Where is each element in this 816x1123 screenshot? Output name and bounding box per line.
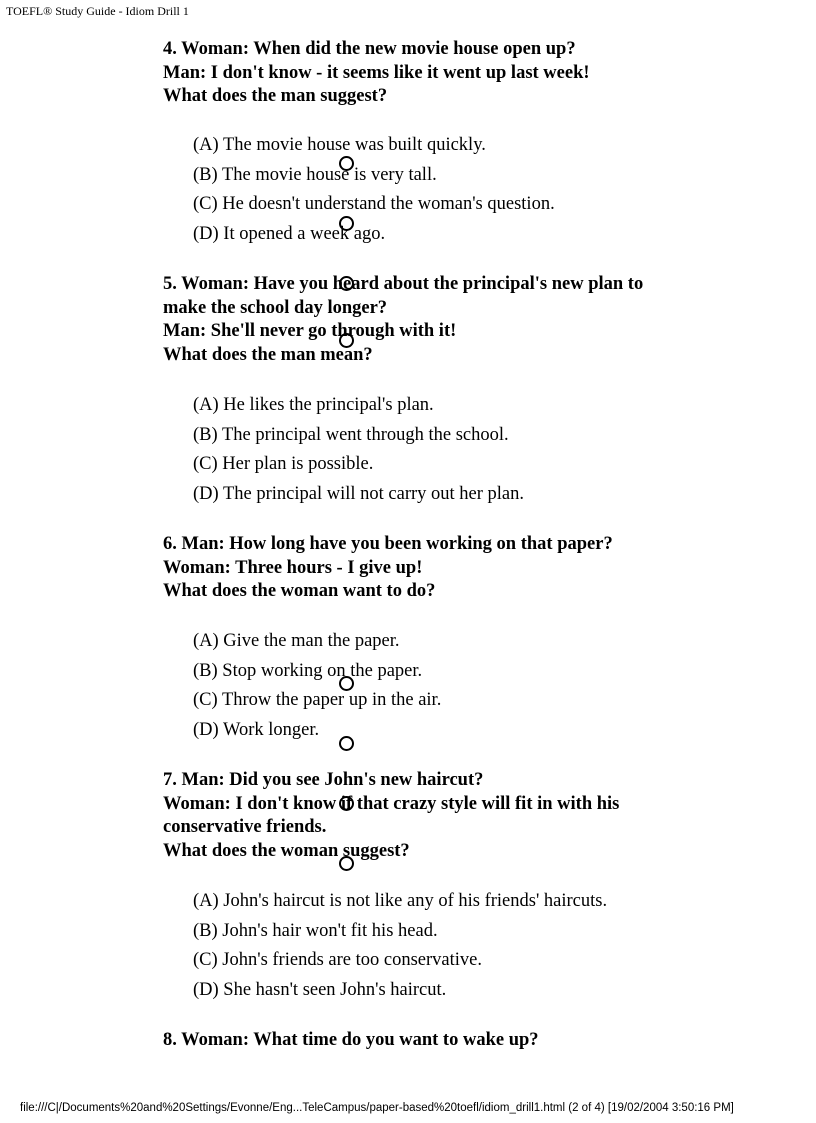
page-footer-path: file:///C|/Documents%20and%20Settings/Evonne/Eng...TeleCampus/paper-based%20toefl/idiom_drill1.html (2 of 4) [19/02/2004 3:50:16 PM]	[20, 1102, 734, 1114]
question-4-option-c: (C) He doesn't understand the woman's question.	[193, 194, 555, 215]
question-5-option-d: (D) The principal will not carry out her plan.	[193, 484, 525, 505]
click-marker-circle-icon	[339, 276, 354, 291]
question-5-option-b: (B) The principal went through the school.	[193, 424, 509, 445]
question-5-line-3: Man: She'll never go through with it!	[163, 321, 457, 341]
question-5	[163, 273, 683, 367]
question-6-option-d: (D) Work longer.	[193, 720, 320, 741]
click-marker-circle-icon	[339, 796, 354, 811]
question-5-line-4: What does the man mean?	[163, 344, 373, 365]
question-6-option-c: (C) Throw the paper up in the air.	[193, 690, 442, 711]
question-5-option-a: (A) He likes the principal's plan.	[193, 395, 434, 415]
question-7-line-1: 7. Man: Did you see John's new haircut?	[163, 770, 484, 790]
click-marker-circle-icon	[339, 736, 354, 751]
question-4-line-2: Man: I don't know - it seems like it went up last week!	[163, 62, 590, 83]
question-6-option-b: (B) Stop working on the paper.	[193, 660, 423, 681]
question-4-option-b: (B) The movie house is very tall.	[193, 164, 437, 185]
question-4	[163, 38, 683, 109]
question-6-option-a: (A) Give the man the paper.	[193, 631, 400, 651]
click-marker-circle-icon	[339, 333, 354, 348]
page-header-title: TOEFL® Study Guide - Idiom Drill 1	[6, 4, 189, 18]
question-6-options	[193, 627, 693, 746]
question-6	[163, 533, 683, 604]
question-5-line-1: 5. Woman: Have you heard about the principal's new plan to	[163, 274, 644, 294]
question-4-options	[193, 131, 693, 250]
question-8-line-1: 8. Woman: What time do you want to wake up?	[163, 1030, 539, 1050]
question-8	[163, 1029, 683, 1053]
question-7	[163, 769, 683, 863]
click-marker-circle-icon	[339, 856, 354, 871]
click-marker-circle-icon	[339, 676, 354, 691]
question-7-line-2: Woman: I don't know if that crazy style will fit in with his	[163, 793, 620, 814]
question-4-line-1: 4. Woman: When did the new movie house open up?	[163, 39, 576, 59]
question-7-options	[193, 887, 693, 1006]
question-7-option-b: (B) John's hair won't fit his head.	[193, 920, 438, 941]
question-6-line-3: What does the woman want to do?	[163, 581, 436, 601]
click-marker-circle-icon	[339, 216, 354, 231]
question-5-line-2: make the school day longer?	[163, 297, 388, 318]
question-5-option-c: (C) Her plan is possible.	[193, 454, 374, 475]
click-marker-circle-icon	[339, 156, 354, 171]
question-5-options	[193, 391, 693, 510]
question-7-line-3: conservative friends.	[163, 817, 327, 837]
question-7-option-c: (C) John's friends are too conservative.	[193, 950, 482, 971]
question-7-option-d: (D) She hasn't seen John's haircut.	[193, 980, 447, 1001]
question-4-option-a: (A) The movie house was built quickly.	[193, 135, 486, 155]
question-6-line-2: Woman: Three hours - I give up!	[163, 557, 423, 578]
question-7-option-a: (A) John's haircut is not like any of his friends' haircuts.	[193, 891, 608, 911]
question-6-line-1: 6. Man: How long have you been working on that paper?	[163, 534, 613, 554]
question-7-line-4: What does the woman suggest?	[163, 840, 410, 861]
question-4-option-d: (D) It opened a week ago.	[193, 224, 386, 245]
question-4-line-3: What does the man suggest?	[163, 86, 388, 106]
